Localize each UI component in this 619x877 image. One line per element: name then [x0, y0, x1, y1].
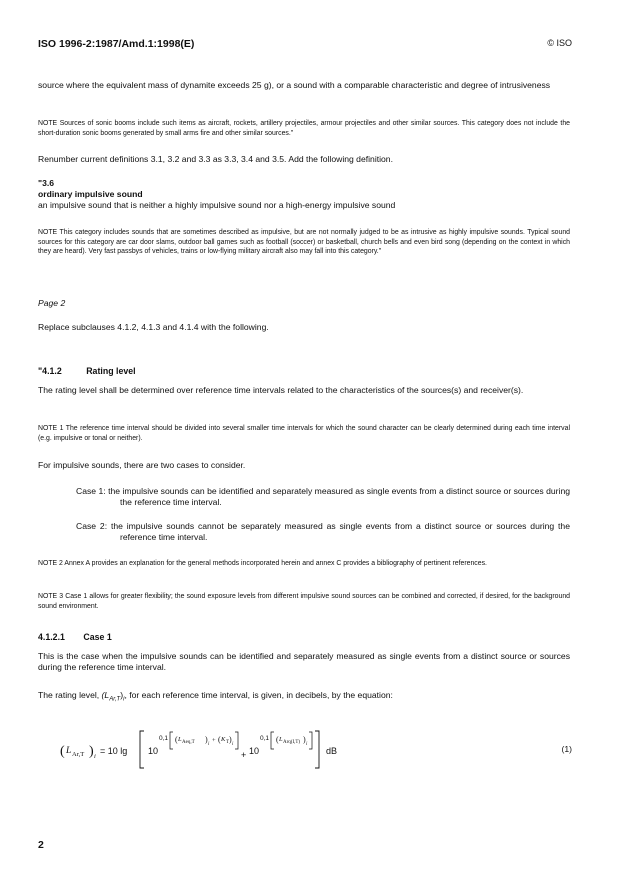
case-1-item	[38, 486, 570, 508]
eq-plus: +	[241, 750, 247, 760]
eq-intro-close: )	[120, 690, 124, 700]
page-ref-block	[38, 298, 570, 309]
eq-exp2-close: )	[303, 735, 306, 744]
note1-block	[38, 424, 570, 443]
eq-equals: = 10 lg	[100, 746, 128, 756]
note-sonic-booms-block	[38, 119, 570, 138]
eq-exp1-Lsub: Aeq,T	[182, 740, 195, 745]
eq-exp1-Ksub: T	[226, 740, 230, 745]
note-ordinary-impulsive: NOTE This category includes sounds that are sometimes described as impulsive, but are not normally judged to be as intrusive as highly impulsive sounds. Typical sound sources for this category are car door slams, outdoor ball games such as football (soccer) or basketball, church bells and even bird song (depending on the context in which they are heard). Very fast passbys of vehicles, trains or low-flying military aircraft also may fall into this category."	[38, 229, 570, 256]
eq-intro-i: i	[123, 696, 125, 703]
copyright-header: © ISO	[547, 38, 572, 48]
eq-right-bracket	[315, 731, 319, 768]
note-sonic-booms: NOTE Sources of sonic booms include such items as aircraft, rockets, artillery projectiles, armour projectiles and other similar sources. This category does not include the short-duration sonic booms generated by small arms fire and other similar sources."	[38, 120, 570, 137]
eq-exp1-i-a: i	[208, 742, 210, 747]
eq-intro-sub: Ar,T	[109, 696, 121, 703]
note-2: NOTE 2 Annex A provides an explanation for the general methods incorporated herein and annex C provides a bibliography of pertinent references.	[38, 560, 487, 567]
subsection-number: 4.1.2.1	[38, 632, 65, 642]
eq-left-bracket	[140, 731, 144, 768]
definition-term: ordinary impulsive sound	[38, 189, 143, 200]
eq-intro-rest: , for each reference time interval, is given, in decibels, by the equation:	[124, 690, 393, 700]
section-title: Rating level	[86, 366, 136, 376]
case-1-text: the impulsive sounds can be identified and separately measured as single events from a distinct source or sources during the reference time interval.	[108, 486, 571, 508]
eq-exp1-coef: 0,1	[159, 735, 169, 742]
eq-intro-text: The rating level,	[38, 690, 102, 700]
eq-lhs-sub: Ar,T	[72, 751, 85, 758]
section-4-1-2-1-heading	[38, 627, 570, 645]
equation-1	[60, 728, 570, 770]
renumber-instruction: Renumber current definitions 3.1, 3.2 and 3.3 as 3.3, 3.4 and 3.5. Add the following definition.	[38, 154, 393, 164]
note3-block	[38, 592, 570, 611]
eq-exp2-bracket-right	[309, 732, 312, 749]
eq-exp1-bracket-right	[235, 732, 238, 749]
intro-paragraph: source where the equivalent mass of dynamite exceeds 25 g), or a sound with a comparable characteristic and degree of intrusiveness	[38, 80, 551, 90]
section-4-1-2-heading	[38, 361, 570, 379]
eq-intro-symbol: (L	[101, 690, 110, 700]
eq-exp1-close-k: )	[229, 735, 232, 744]
two-cases-block	[38, 460, 570, 471]
page-reference: Page 2	[38, 298, 66, 308]
case-2-text: the impulsive sounds cannot be separately measured as single events from a distinct source or sources during the reference time interval.	[110, 521, 570, 543]
note-3: NOTE 3 Case 1 allows for greater flexibility; the sound exposure levels from different impulsive sound sources can be combined and corrected, if desired, for the background sound environment.	[38, 593, 570, 610]
document-id-header: ISO 1996-2:1987/Amd.1:1998(E)	[38, 38, 195, 50]
equation-intro	[38, 690, 570, 706]
rating-block	[38, 385, 570, 396]
eq-exp1-open: (	[175, 735, 178, 744]
note-ordinary-block	[38, 228, 570, 257]
definition-text: an impulsive sound that is neither a highly impulsive sound nor a high-energy impulsive sound	[38, 200, 396, 211]
body-text-block	[38, 80, 570, 91]
eq-base-2: 10	[249, 746, 260, 756]
case-1-label: Case 1:	[76, 486, 106, 496]
page-number: 2	[38, 839, 44, 851]
eq-exp2-i: i	[306, 742, 308, 747]
eq-exp1-open-k: (	[218, 735, 221, 744]
replace-block	[38, 322, 570, 333]
renumber-block	[38, 154, 570, 165]
eq-lhs-close-paren: )	[89, 744, 94, 759]
section-number: "4.1.2	[38, 366, 62, 376]
eq-exp2-Lsub: Arq(I,T)	[283, 740, 301, 745]
case-1-block	[38, 486, 570, 508]
equation-intro-block	[38, 690, 570, 706]
case-2-item	[38, 521, 570, 543]
eq-exp2-open: (	[276, 735, 279, 744]
definition-number: "3.6	[38, 178, 55, 188]
case-2-label: Case 2:	[76, 521, 108, 531]
eq-exp1-K: K	[221, 736, 226, 743]
eq-exp2-bracket-left	[271, 732, 274, 749]
eq-unit: dB	[326, 746, 338, 756]
eq-base-1: 10	[148, 746, 159, 756]
definition-3-6	[38, 178, 570, 212]
replace-instruction: Replace subclauses 4.1.2, 4.1.3 and 4.1.4 with the following.	[38, 322, 269, 332]
subsection-title: Case 1	[83, 632, 112, 642]
eq-exp1-L: L	[178, 736, 182, 743]
note-1: NOTE 1 The reference time interval should be divided into several smaller time intervals for which the sound character can be clearly determined during each time interval (e.g. impulsive or tonal or neither).	[38, 425, 570, 442]
eq-exp2-L: L	[279, 736, 283, 743]
equation-number: (1)	[561, 744, 572, 754]
eq-exp1-plus: +	[212, 737, 216, 744]
eq-exp1-bracket-left	[170, 732, 173, 749]
rating-paragraph: The rating level shall be determined over reference time intervals related to the characteristics of the sources(s) and receiver(s).	[38, 385, 524, 395]
two-cases-paragraph: For impulsive sounds, there are two cases to consider.	[38, 460, 246, 470]
eq-lhs-L: L	[66, 746, 72, 756]
case1-description: This is the case when the impulsive sounds can be identified and separately measured as single events from a distinct source or sources during the reference time interval.	[38, 651, 570, 673]
note2-block	[38, 559, 570, 569]
eq-exp2-coef: 0,1	[260, 735, 270, 742]
case1-desc-block	[38, 651, 570, 673]
eq-exp1-close: )	[205, 735, 208, 744]
eq-lhs-open-paren: (	[60, 744, 65, 759]
eq-exp1-i-b: i	[232, 742, 234, 747]
case-2-block	[38, 521, 570, 543]
eq-lhs-i: i	[94, 753, 96, 760]
